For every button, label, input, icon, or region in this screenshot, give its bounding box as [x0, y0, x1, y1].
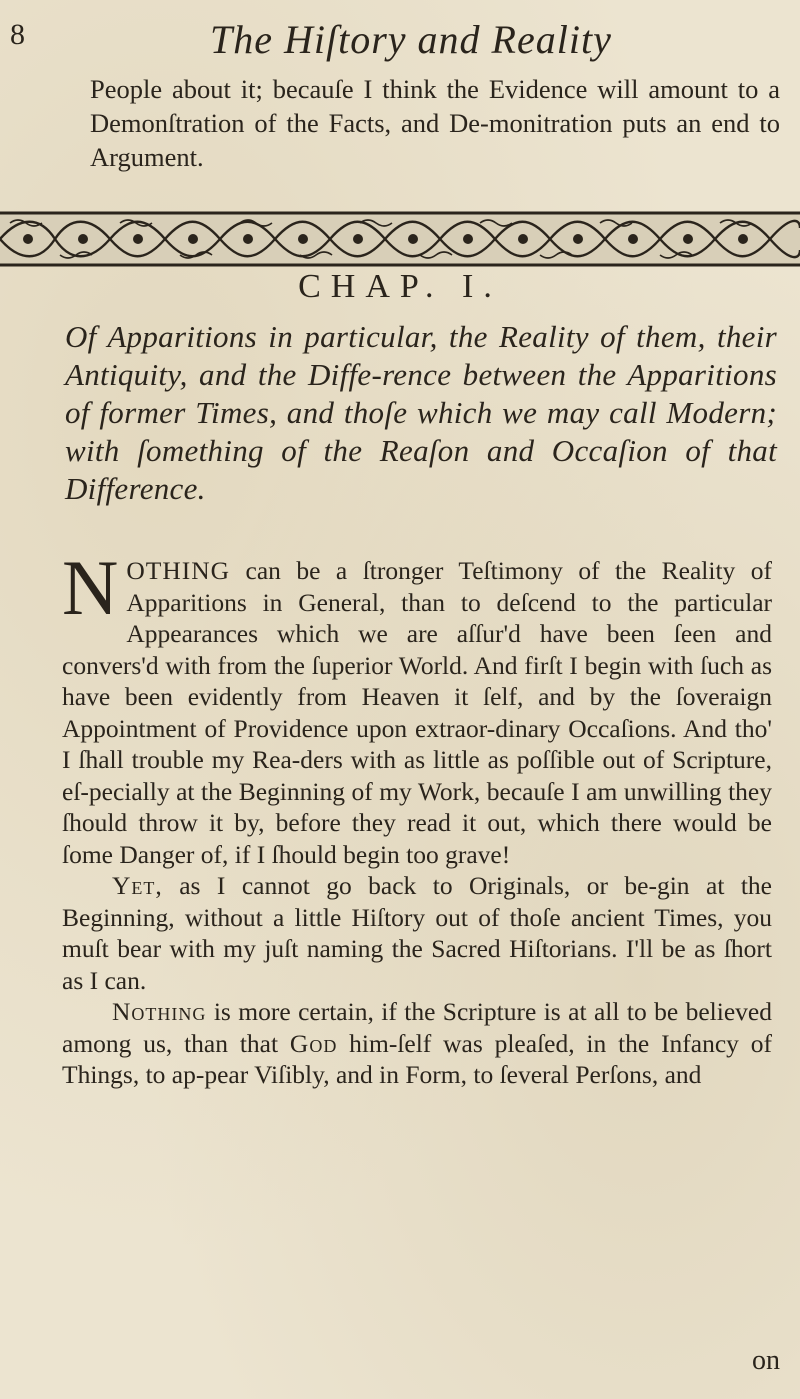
paragraph-2-lead: Yet,: [112, 871, 163, 900]
chapter-summary: Of Apparitions in particular, the Reality of them, their Antiquity, and the Diffe-rence between the Apparitions of former Times, and thoſe which we may call Modern; with ſomething of the Reaſon and Occaſion of that Difference.: [65, 319, 777, 506]
paragraph-3-lead: Nothing: [112, 997, 207, 1026]
chapter-heading: CHAP. I.: [298, 268, 502, 305]
catchword: on: [752, 1345, 780, 1376]
paragraph-3-text-end: him-ſelf was pleaſed, in the Infancy of Things, to ap-pear Viſibly, and in Form, to ſeveral Perſons, and: [62, 1028, 773, 1089]
paragraph-3-text: is more certain, if the Scripture is at all to be believed among us, than that: [62, 997, 772, 1058]
page-number: 8: [10, 18, 25, 51]
paragraph-3: [62, 996, 772, 1091]
body-text: [62, 544, 773, 1091]
paragraph-1-lead: OTHING: [126, 556, 231, 585]
running-head: The Hiſtory and Reality: [210, 17, 612, 62]
drop-cap: N: [62, 544, 119, 631]
paragraph-2-text: as I cannot go back to Originals, or be-gin at the Beginning, without a little Hiſtory out of thoſe ancient Times, you muſt bear with my juſt naming the Sacred Hiſtorians. I'll be as ſhort as I can.: [62, 871, 772, 995]
paragraph-2: [62, 870, 772, 996]
paragraph-1: [62, 544, 772, 870]
intro-paragraph: People about it; becauſe I think the Evidence will amount to a Demonſtration of the Facts, and De-monitration puts an end to Argument.: [90, 74, 780, 172]
page-header: [0, 10, 800, 70]
paragraph-1-text: can be a ſtronger Teſtimony of the Reality of Apparitions in General, than to deſcend to the particular Appearances which we are aſſur'd have been ſeen and convers'd with from the ſuperior World. And firſt I begin with ſuch as have been evidently from Heaven it ſelf, and by the ſoveraign Appointment of Providence upon extraor-dinary Occaſions. And tho' I ſhall trouble my Rea-ders with as little as poſſible out of Scripture, eſ-pecially at the Beginning of my Work, becauſe I am unwilling they ſhould throw it by, before they read it out, which there would be ſome Danger of, if I ſhould begin too grave!: [62, 556, 772, 869]
decorative-headpiece-band: [0, 208, 800, 270]
paragraph-3-god: God: [289, 1028, 338, 1058]
